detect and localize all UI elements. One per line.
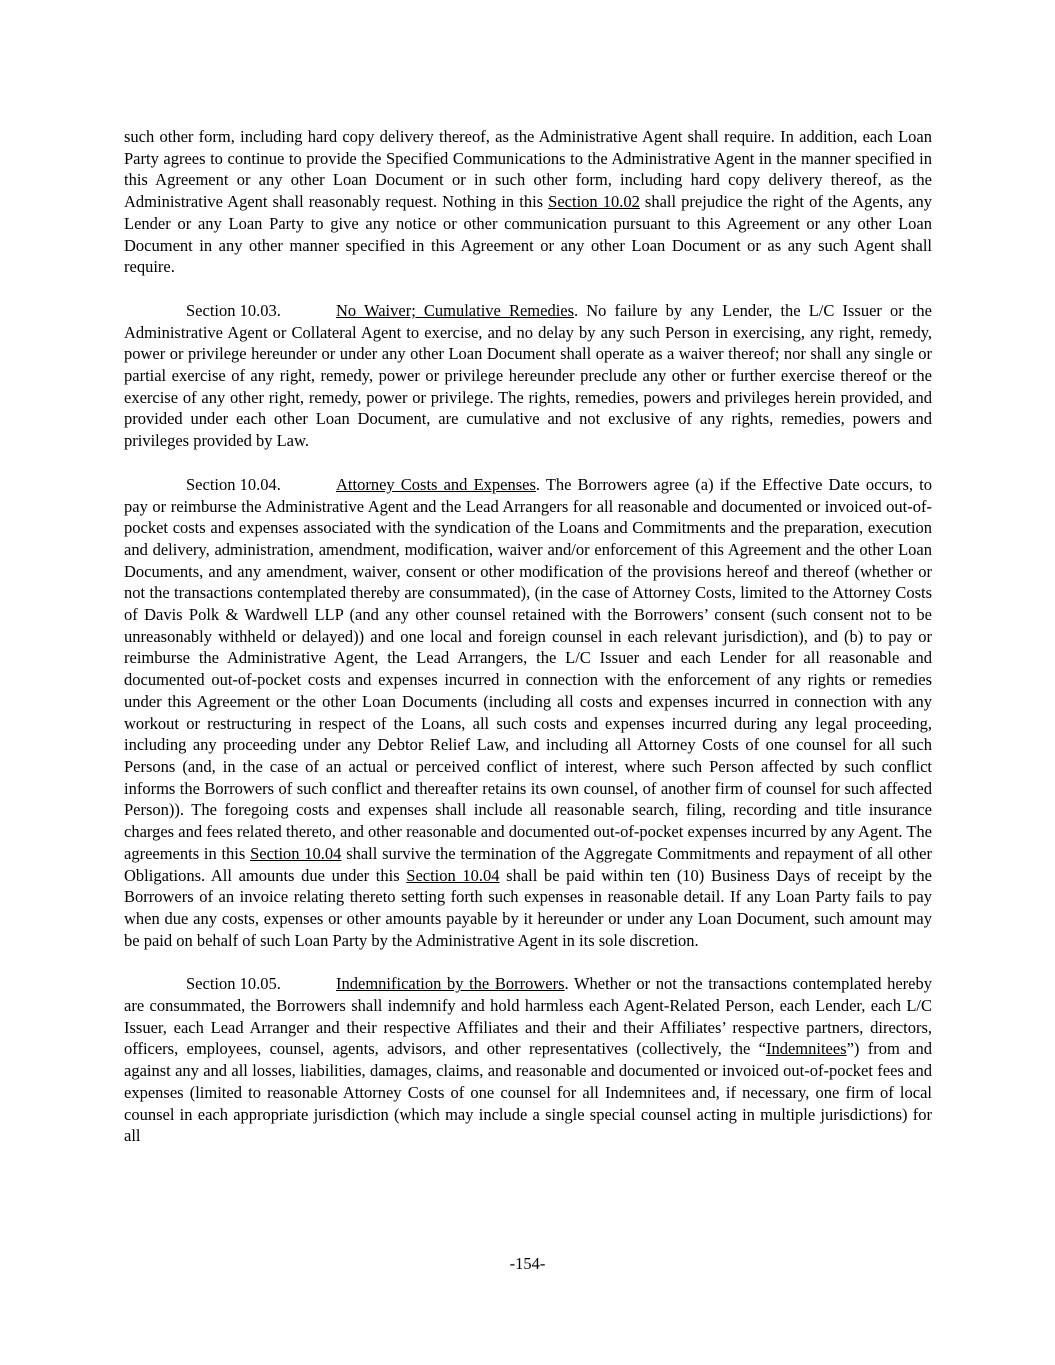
section-heading: Indemnification by the Borrowers bbox=[336, 974, 565, 994]
defined-term: Indemnitees bbox=[765, 1039, 847, 1059]
section-text: . No failure by any Lender, the L/C Issuer or the Administrative Agent or Collateral Agent to exercise, and no delay by any such Person in exercising, any right, remedy, power or privilege hereunder or under any other Loan Document shall operate as a waiver thereof; nor shall any single or partial exercise of any right, remedy, power or privilege hereunder preclude any other or further exercise thereof or the exercise of any other right, remedy, power or privilege. The rights, remedies, powers and privileges herein provided, and provided under each other Loan Document, are cumulative and not exclusive of any rights, remedies, powers and privileges provided by Law. bbox=[124, 300, 932, 451]
page-body bbox=[124, 126, 932, 1169]
section-text: shall survive the termination of the Aggregate Commitments and repayment of all other Obligations. All amounts due under this bbox=[124, 843, 932, 885]
section-reference: Section 10.04 bbox=[406, 865, 500, 885]
section-number: Section 10.03. bbox=[186, 300, 281, 320]
page-number: -154- bbox=[509, 1254, 546, 1273]
section-text: ”) from and against any and all losses, liabilities, damages, claims, and reasonable and documented or invoiced out-of-pocket fees and expenses (limited to reasonable Attorney Costs of one counsel for all Indemnitees and, if necessary, one firm of local counsel in each appropriate jurisdiction (which may include a single special counsel acting in multiple jurisdictions) for all bbox=[124, 1039, 932, 1146]
section-10-04 bbox=[124, 474, 932, 951]
section-text: . Whether or not the transactions contemplated hereby are consummated, the Borrowers shall indemnify and hold harmless each Agent-Related Person, each Lender, each L/C Issuer, each Lead Arranger and their respective Affiliates and their and their Affiliates’ respective partners, directors, officers, employees, counsel, agents, advisors, and other representatives (collectively, the “ bbox=[124, 974, 932, 1059]
section-heading: No Waiver; Cumulative Remedies bbox=[336, 300, 575, 320]
paragraph-text: such other form, including hard copy delivery thereof, as the Administrative Agent shall require. In addition, each Loan Party agrees to continue to provide the Specified Communications to the Administrative Agent in the manner specified in this Agreement or any other Loan Document or in such other form, including hard copy delivery thereof, as the Administrative Agent shall reasonably request. Nothing in this bbox=[124, 127, 932, 212]
section-reference: Section 10.02 bbox=[548, 192, 640, 212]
paragraph-text: shall prejudice the right of the Agents, any Lender or any Loan Party to give any notice or other communication pursuant to this Agreement or any other Loan Document in any other manner specified in this Agreement or any other Loan Document or as any such Agent shall require. bbox=[124, 192, 933, 277]
section-10-03 bbox=[124, 300, 932, 452]
section-text: shall be paid within ten (10) Business Days of receipt by the Borrowers of an invoice relating thereto setting forth such expenses in reasonable detail. If any Loan Party fails to pay when due any costs, expenses or other amounts payable by it hereunder or under any Loan Document, such amount may be paid on behalf of such Loan Party by the Administrative Agent in its sole discretion. bbox=[124, 865, 932, 950]
section-text: . The Borrowers agree (a) if the Effective Date occurs, to pay or reimburse the Administrative Agent and the Lead Arrangers for all reasonable and documented or invoiced out-of-pocket costs and expenses associated with the syndication of the Loans and Commitments and the preparation, execution and delivery, administration, amendment, modification, waiver and/or enforcement of this Agreement and the other Loan Documents, and any amendment, waiver, consent or other modification of the provisions hereof and thereof (whether or not the transactions contemplated thereby are consummated), (in the case of Attorney Costs, limited to the Attorney Costs of Davis Polk & Wardwell LLP (and any other counsel retained with the Borrowers’ consent (such consent not to be unreasonably withheld or delayed)) and one local and foreign counsel in each relevant jurisdiction), and (b) to pay or reimburse the Administrative Agent, the Lead Arrangers, the L/C Issuer and each Lender for all reasonable and documented out-of-pocket costs and expenses incurred in connection with the enforcement of any rights or remedies under this Agreement or the other Loan Documents (including all costs and expenses incurred in connection with any workout or restructuring in respect of the Loans, all such costs and expenses incurred during any legal proceeding, including any proceeding under any Debtor Relief Law, and including all Attorney Costs of one counsel for all such Persons (and, in the case of an actual or perceived conflict of interest, where such Person affected by such conflict informs the Borrowers of such conflict and thereafter retains its own counsel, of another firm of counsel for such affected Person)). The foregoing costs and expenses shall include all reasonable search, filing, recording and title insurance charges and fees related thereto, and other reasonable and documented out-of-pocket expenses incurred by any Agent. The agreements in this bbox=[124, 474, 932, 863]
section-number: Section 10.04. bbox=[186, 474, 281, 494]
section-number: Section 10.05. bbox=[186, 974, 281, 994]
section-reference: Section 10.04 bbox=[250, 843, 342, 863]
section-10-05 bbox=[124, 973, 932, 1147]
section-heading: Attorney Costs and Expenses bbox=[336, 474, 536, 494]
paragraph-continuation bbox=[124, 126, 932, 278]
